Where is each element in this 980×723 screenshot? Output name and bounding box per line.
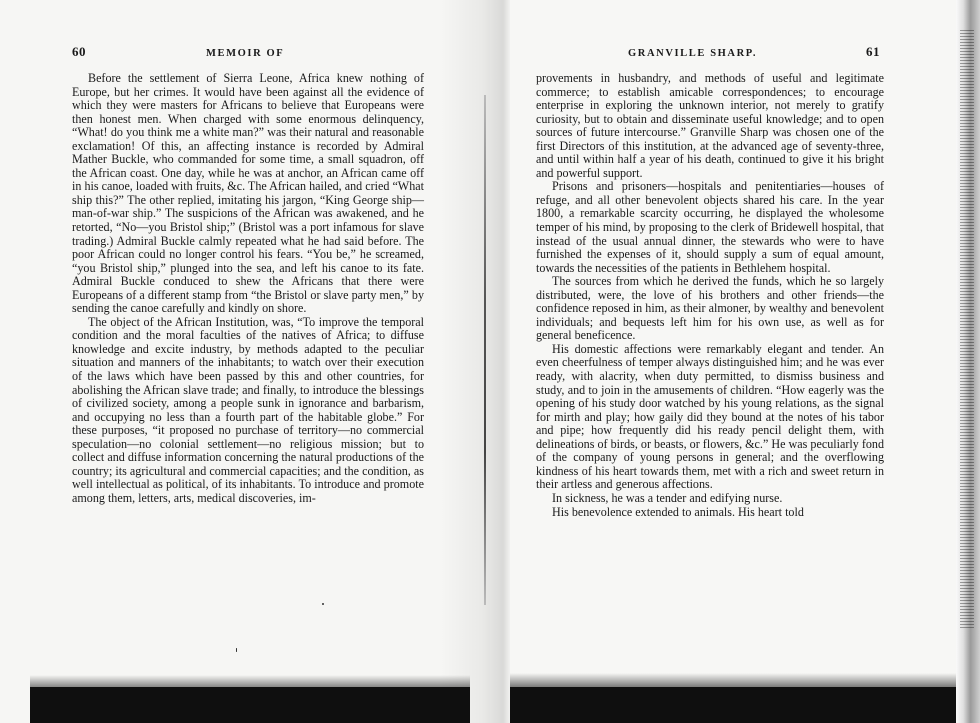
running-head-left: MEMOIR OF	[206, 48, 285, 59]
scan-border-left	[30, 687, 470, 723]
right-paragraph-6: His benevolence extended to animals. His heart told	[552, 504, 804, 519]
left-paragraph-2: The object of the African Institution, was, “To improve the temporal condition and the moral faculties of the natives of Africa; to diffuse knowledge and excite industry, by methods adapted to the peculiar situation and manners of the inhabitants; to watch over their execution of the laws which have been passed by this and other countries, for abolishing the African slave trade; and finally, to introduce the blessings of civilized society, among a people sunk in ignorance and barbarism, and occupying no less than a fourth part of the habitable globe.” For these purposes, “it proposed no purchase of territory—no commercial speculation—no colonial settlement—no religious mission; but to collect and diffuse information concerning the natural productions of the country; its agricultural and commercial capacities; and the condition, as well intellectual as political, of its inhabitants. To introduce and promote among them, letters, arts, medical discoveries, im-	[72, 314, 424, 505]
right-paragraph-5: In sickness, he was a tender and edifying nurse.	[552, 490, 783, 505]
page-number-right: 61	[866, 44, 880, 59]
scan-border-right	[510, 687, 956, 723]
book-spine	[484, 95, 486, 605]
right-paragraph-1: provements in husbandry, and methods of useful and legitimate commerce; to establish amicable correspondences; to encourage enterprise in exploring the unknown interior, not merely to gratify curiosity, but to obtain and disseminate useful knowledge; and to open sources of future intercourse.” Granville Sharp was chosen one of the first Directors of this institution, at the advanced age of seventy-three, and until within half a year of his death, continued to give it his bright and powerful support.	[536, 71, 884, 180]
gutter-shadow	[440, 0, 510, 723]
left-text-column	[72, 72, 424, 506]
right-text-column	[536, 72, 884, 519]
ink-speck	[236, 648, 237, 652]
left-paragraph-1: Before the settlement of Sierra Leone, Africa knew nothing of Europe, but her crimes. It would have been against all the evidence of which they were masters for Africans to believe that Europeans were then honest men. When charged with some enormous delinquency, “What! do you think me a white man?” was their natural and reasonable exclamation! Of this, an affecting instance is recorded by Admiral Mather Buckle, who commanded for some time, a small squadron, off the African coast. One day, while he was at anchor, an African came off in his canoe, loaded with fruits, &c. The African hailed, and cried “What ship this?” The other replied, imitating his jargon, “King George ship—man-of-war ship.” The suspicions of the African was awakened, and he retorted, “No—you Bristol ship;” (Bristol was a port infamous for slave trading.) Admiral Buckle calmly repeated what he had said before. The poor African could no longer control his fears. “You be,” he screamed, “you Bristol ship,” plunged into the sea, and left his canoe to its fate. Admiral Buckle conduced to shew the Africans that there were Europeans of a different stamp from “the Bristol or slave party men,” by sending the canoe carefully and kindly on shore.	[72, 71, 424, 316]
right-paragraph-4: His domestic affections were remarkably elegant and tender. An even cheerfulness of temper always distinguished him; and he was ever ready, with alacrity, when duty permitted, to dismiss business and study, and to join in the amusements of children. “How eagerly was the opening of his study door watched by his young relations, as the signal for mirth and play; how gaily did they bound at the notes of his tabor and pipe; how frequently did his ready pencil delight them, with delineations of birds, or beasts, or flowers, &c.” He was peculiarly fond of the company of young persons in general; and the overflowing kindness of his heart towards them, met with a rich and sweet return in their artless and generous affections.	[536, 341, 884, 492]
page-edge-strip	[956, 0, 980, 723]
right-page	[490, 0, 980, 723]
right-paragraph-3: The sources from which he derived the funds, which he so largely distributed, were, the love of his brothers and other friends—the confidence reposed in him, as their almoner, by wealthy and benevolent individuals; and bequests left him for his own use, as well as for general beneficence.	[536, 274, 884, 343]
right-paragraph-2: Prisons and prisoners—hospitals and penitentiaries—houses of refuge, and all other benevolent objects shared his care. In the year 1800, a remarkable scarcity occurring, he displayed the wholesome temper of his mind, by proposing to the clerk of Bridewell hospital, that instead of the usual annual dinner, the stewards who were to have furnished the expenses of it, should supply a sum of equal amount, towards the necessities of the patients in Bethlehem hospital.	[536, 179, 884, 275]
running-head-right: GRANVILLE SHARP.	[628, 48, 758, 59]
page-number-left: 60	[72, 44, 86, 59]
ink-speck	[322, 603, 324, 605]
